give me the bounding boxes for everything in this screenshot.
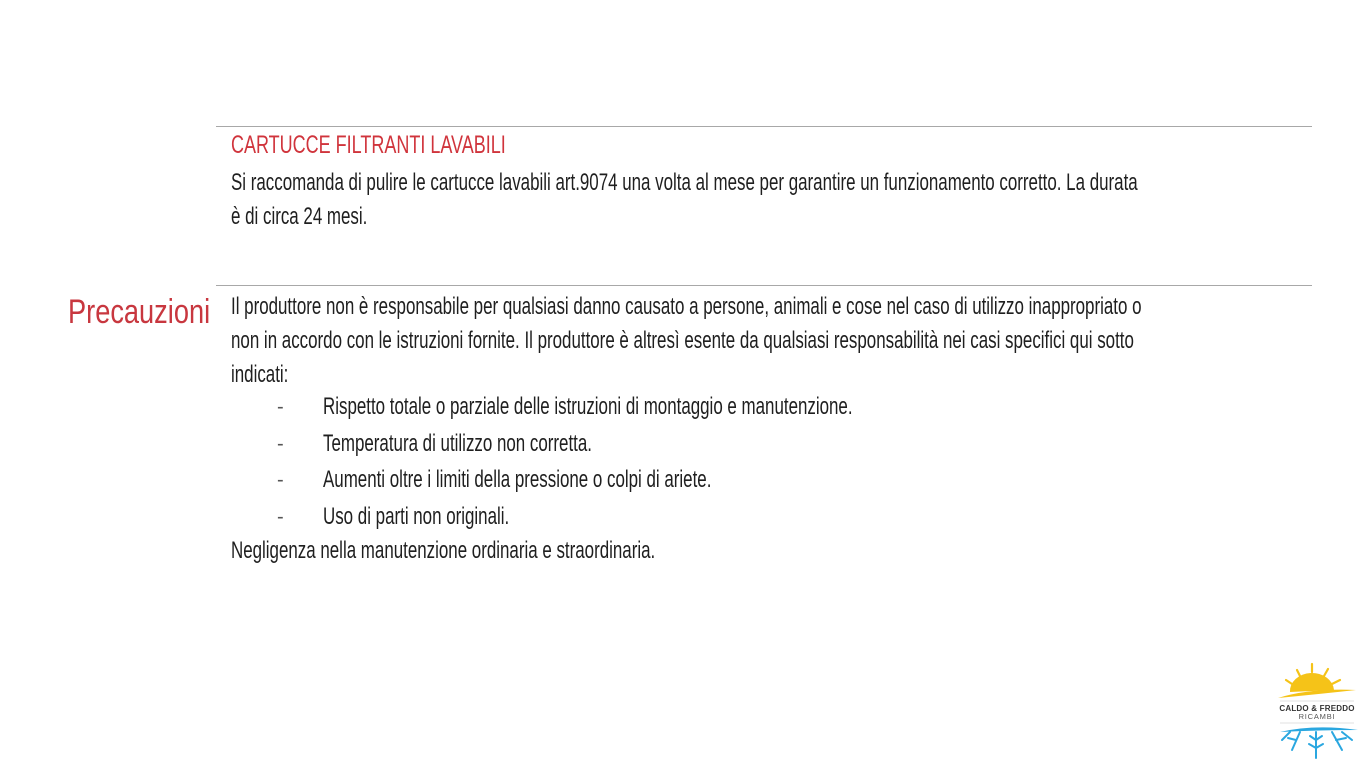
cartridge-cleaning-paragraph xyxy=(231,166,1366,234)
section-divider-top xyxy=(216,126,1312,127)
paragraph-line: non in accordo con le istruzioni fornite. Il produttore è altresì esente da qualsiasi responsabilità nei casi specifici qui sotto xyxy=(231,327,1134,354)
list-item-text: Temperatura di utilizzo non corretta. xyxy=(323,429,592,457)
paragraph-line: indicati: xyxy=(231,361,289,388)
section-divider-precautions xyxy=(216,285,1312,286)
precautions-intro xyxy=(231,290,1366,392)
list-item-text: Uso di parti non originali. xyxy=(323,502,510,530)
brand-logo xyxy=(1270,660,1364,764)
bullet-dash: - xyxy=(277,396,284,418)
paragraph-line: è di circa 24 mesi. xyxy=(231,203,368,230)
list-item-text: Aumenti oltre i limiti della pressione o colpi di ariete. xyxy=(323,466,712,493)
precautions-closing: Negligenza nella manutenzione ordinaria e straordinaria. xyxy=(231,537,656,564)
bullet-dash: - xyxy=(277,469,284,491)
logo-brand-name: CALDO & FREDDO xyxy=(1279,704,1355,713)
precautions-heading: Precauzioni xyxy=(68,293,211,331)
list-item-text: Rispetto totale o parziale delle istruzioni di montaggio e manutenzione. xyxy=(323,393,853,420)
logo-brand-subtitle: RICAMBI xyxy=(1298,712,1336,721)
paragraph-line: Il produttore non è responsabile per qualsiasi danno causato a persone, animali e cose nel caso di utilizzo inappropriato o xyxy=(231,293,1142,320)
paragraph-line: Si raccomanda di pulire le cartucce lavabili art.9074 una volta al mese per garantire un funzionamento corretto. La durata xyxy=(231,169,1138,196)
bullet-dash: - xyxy=(277,432,284,455)
section-title: CARTUCCE FILTRANTI LAVABILI xyxy=(231,131,506,159)
bullet-dash: - xyxy=(277,505,284,528)
